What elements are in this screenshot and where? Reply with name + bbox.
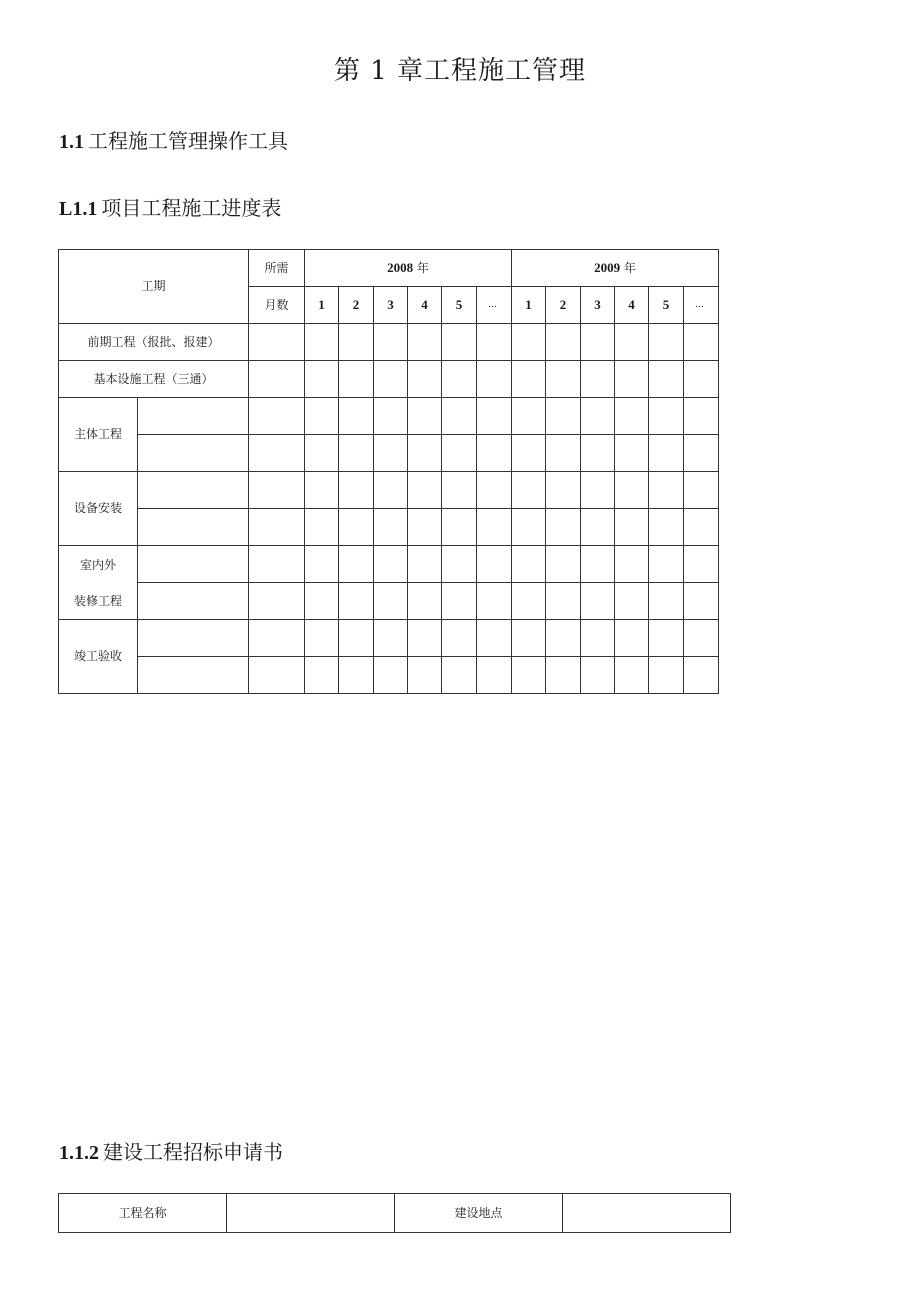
location-field[interactable] — [563, 1194, 731, 1233]
cell — [581, 324, 615, 361]
cell — [249, 509, 305, 546]
month-2009-3: 3 — [581, 287, 615, 324]
cell — [649, 324, 684, 361]
cell — [138, 509, 249, 546]
cell — [546, 620, 581, 657]
cell — [684, 435, 719, 472]
cell — [546, 657, 581, 694]
cell — [339, 472, 374, 509]
month-2008-1: 1 — [305, 287, 339, 324]
cell — [138, 435, 249, 472]
section-number: L1.1 — [59, 198, 98, 220]
cell — [408, 324, 442, 361]
month-2008-more: … — [477, 287, 512, 324]
cell — [339, 324, 374, 361]
row-label-infrastructure: 基本设施工程（三通） — [59, 361, 249, 398]
header-year-2009 — [512, 250, 719, 287]
cell — [477, 435, 512, 472]
month-2008-3: 3 — [374, 287, 408, 324]
row-label-main: 主体工程 — [59, 398, 138, 472]
cell — [442, 324, 477, 361]
table-row — [59, 1194, 731, 1233]
section-title: 工程施工管理操作工具 — [88, 129, 288, 153]
cell — [442, 509, 477, 546]
cell — [249, 546, 305, 583]
header-months-needed-1: 所需 — [249, 250, 305, 287]
cell — [374, 583, 408, 620]
cell — [408, 583, 442, 620]
table-row — [59, 472, 719, 509]
cell — [684, 657, 719, 694]
cell — [374, 620, 408, 657]
cell — [305, 361, 339, 398]
cell — [339, 620, 374, 657]
cell — [477, 324, 512, 361]
month-2009-2: 2 — [546, 287, 581, 324]
month-2009-4: 4 — [615, 287, 649, 324]
cell — [546, 472, 581, 509]
cell — [408, 546, 442, 583]
table-row — [59, 435, 719, 472]
cell — [305, 620, 339, 657]
row-label-preliminary: 前期工程（报批、报建） — [59, 324, 249, 361]
table-row — [59, 583, 719, 620]
cell — [442, 435, 477, 472]
cell — [581, 472, 615, 509]
cell — [408, 657, 442, 694]
project-name-field[interactable] — [227, 1194, 395, 1233]
cell — [408, 509, 442, 546]
cell — [615, 620, 649, 657]
cell — [408, 398, 442, 435]
cell — [649, 509, 684, 546]
cell — [442, 620, 477, 657]
header-months-needed-2: 月数 — [249, 287, 305, 324]
cell — [615, 472, 649, 509]
table-row — [59, 361, 719, 398]
table-row — [59, 620, 719, 657]
year-number: 2009 — [594, 260, 621, 276]
cell — [305, 509, 339, 546]
cell — [442, 583, 477, 620]
project-name-label: 工程名称 — [59, 1194, 227, 1233]
table-row — [59, 324, 719, 361]
cell — [546, 509, 581, 546]
cell — [339, 657, 374, 694]
cell — [442, 657, 477, 694]
cell — [408, 620, 442, 657]
row-label-decoration-line2: 装修工程 — [73, 593, 122, 608]
cell — [581, 435, 615, 472]
cell — [512, 361, 546, 398]
cell — [305, 435, 339, 472]
bid-application-table — [58, 1193, 731, 1233]
cell — [512, 620, 546, 657]
cell — [649, 361, 684, 398]
cell — [408, 435, 442, 472]
table-row — [59, 509, 719, 546]
cell — [684, 472, 719, 509]
cell — [305, 398, 339, 435]
cell — [684, 583, 719, 620]
cell — [477, 398, 512, 435]
cell — [684, 620, 719, 657]
cell — [374, 657, 408, 694]
section-title: 建设工程招标申请书 — [103, 1140, 283, 1164]
cell — [374, 435, 408, 472]
row-label-equipment: 设备安装 — [59, 472, 138, 546]
cell — [477, 509, 512, 546]
section-heading-1-1 — [59, 125, 288, 154]
year-suffix: 年 — [416, 261, 429, 276]
cell — [684, 546, 719, 583]
cell — [138, 546, 249, 583]
cell — [546, 583, 581, 620]
construction-schedule-table — [58, 249, 719, 694]
cell — [546, 435, 581, 472]
cell — [249, 435, 305, 472]
cell — [249, 398, 305, 435]
cell — [249, 620, 305, 657]
cell — [581, 509, 615, 546]
year-number: 2008 — [387, 260, 414, 276]
cell — [512, 546, 546, 583]
chapter-title: 第 1 章工程施工管理 — [333, 56, 587, 86]
section-number: 1.1.2 — [59, 1142, 99, 1164]
cell — [249, 361, 305, 398]
cell — [374, 509, 408, 546]
cell — [546, 398, 581, 435]
header-year-2008 — [305, 250, 512, 287]
cell — [649, 546, 684, 583]
cell — [442, 361, 477, 398]
cell — [684, 361, 719, 398]
cell — [249, 324, 305, 361]
cell — [512, 657, 546, 694]
cell — [649, 435, 684, 472]
cell — [339, 546, 374, 583]
cell — [305, 583, 339, 620]
cell — [339, 435, 374, 472]
cell — [374, 472, 408, 509]
cell — [615, 324, 649, 361]
cell — [512, 472, 546, 509]
cell — [649, 657, 684, 694]
cell — [305, 546, 339, 583]
year-suffix: 年 — [623, 261, 636, 276]
cell — [684, 509, 719, 546]
month-2008-4: 4 — [408, 287, 442, 324]
month-2009-more: … — [684, 287, 719, 324]
cell — [546, 361, 581, 398]
row-label-decoration — [59, 546, 138, 620]
cell — [305, 324, 339, 361]
cell — [477, 620, 512, 657]
cell — [249, 583, 305, 620]
cell — [581, 620, 615, 657]
cell — [249, 472, 305, 509]
month-2008-5: 5 — [442, 287, 477, 324]
cell — [684, 324, 719, 361]
cell — [339, 398, 374, 435]
header-period: 工期 — [59, 250, 249, 324]
month-2008-2: 2 — [339, 287, 374, 324]
row-label-decoration-line1: 室内外 — [79, 557, 116, 572]
cell — [512, 324, 546, 361]
cell — [249, 657, 305, 694]
cell — [374, 546, 408, 583]
section-heading-1-1-2 — [59, 1136, 283, 1165]
table-row — [59, 657, 719, 694]
cell — [512, 435, 546, 472]
table-row — [59, 546, 719, 583]
cell — [649, 620, 684, 657]
cell — [477, 361, 512, 398]
cell — [512, 398, 546, 435]
section-title: 项目工程施工进度表 — [101, 196, 282, 220]
cell — [477, 657, 512, 694]
cell — [477, 472, 512, 509]
cell — [374, 361, 408, 398]
cell — [649, 472, 684, 509]
cell — [408, 472, 442, 509]
cell — [477, 583, 512, 620]
cell — [138, 620, 249, 657]
cell — [138, 398, 249, 435]
cell — [615, 583, 649, 620]
section-number: 1.1 — [59, 131, 84, 153]
cell — [138, 472, 249, 509]
cell — [684, 398, 719, 435]
cell — [615, 435, 649, 472]
cell — [581, 657, 615, 694]
cell — [374, 398, 408, 435]
cell — [408, 361, 442, 398]
cell — [615, 657, 649, 694]
cell — [615, 361, 649, 398]
cell — [546, 546, 581, 583]
cell — [477, 546, 512, 583]
cell — [581, 398, 615, 435]
table-row — [59, 398, 719, 435]
month-2009-1: 1 — [512, 287, 546, 324]
section-heading-1-1-1 — [59, 192, 281, 221]
cell — [442, 472, 477, 509]
cell — [305, 657, 339, 694]
cell — [581, 361, 615, 398]
row-label-acceptance: 竣工验收 — [59, 620, 138, 694]
cell — [442, 546, 477, 583]
location-label: 建设地点 — [395, 1194, 563, 1233]
cell — [138, 583, 249, 620]
month-2009-5: 5 — [649, 287, 684, 324]
cell — [339, 361, 374, 398]
cell — [512, 509, 546, 546]
cell — [442, 398, 477, 435]
cell — [649, 398, 684, 435]
cell — [615, 546, 649, 583]
cell — [374, 324, 408, 361]
cell — [649, 583, 684, 620]
cell — [305, 472, 339, 509]
cell — [512, 583, 546, 620]
cell — [339, 583, 374, 620]
cell — [581, 583, 615, 620]
cell — [138, 657, 249, 694]
cell — [615, 509, 649, 546]
cell — [546, 324, 581, 361]
cell — [339, 509, 374, 546]
cell — [615, 398, 649, 435]
cell — [581, 546, 615, 583]
